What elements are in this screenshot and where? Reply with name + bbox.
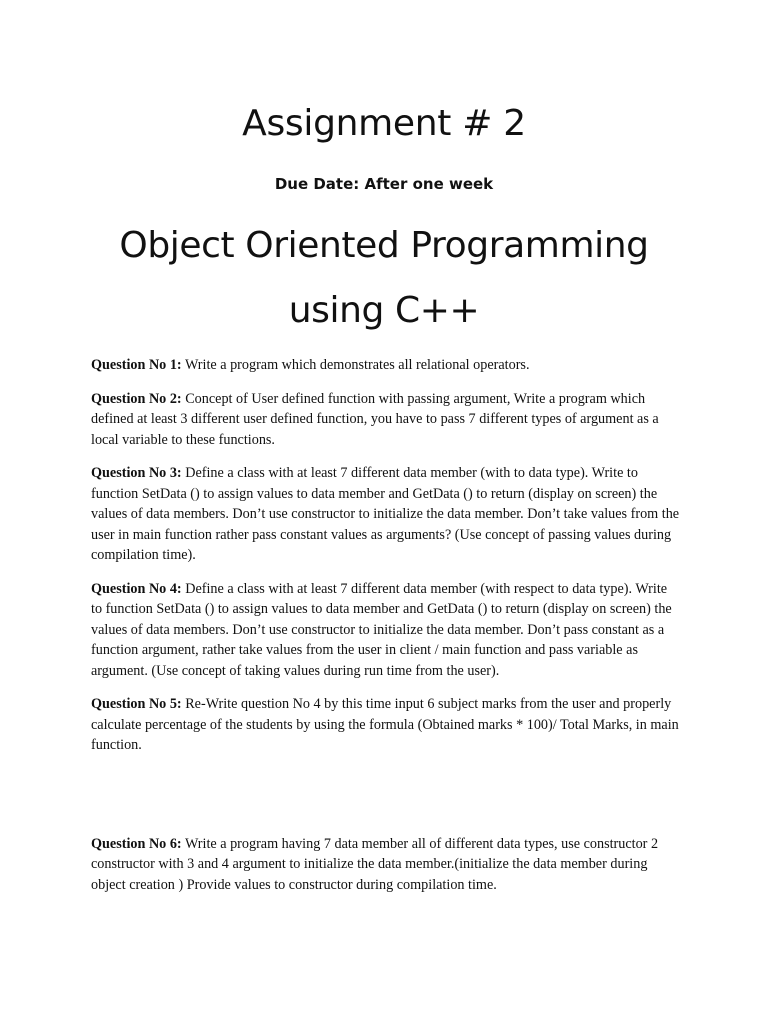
question-text: Write a program having 7 data member all of different data types, use constructor 2 constructor with 3 and 4 argument to initialize the data member.(initialize the data member during object creation ) Provide values to constructor during compilation time. bbox=[91, 835, 659, 893]
question-4 bbox=[91, 579, 681, 682]
question-label: Question No 6: bbox=[91, 835, 182, 852]
course-title-line-1: Object Oriented Programming bbox=[119, 225, 649, 266]
question-text: Re-Write question No 4 by this time input 6 subject marks from the user and properly calculate percentage of the students by using the formula (Obtained marks * 100)/ Total Marks, in main function. bbox=[91, 696, 679, 753]
due-date: Due Date: After one week bbox=[274, 175, 494, 193]
question-3 bbox=[91, 463, 681, 566]
question-5 bbox=[91, 694, 681, 756]
course-title-line-2: using C++ bbox=[288, 290, 480, 331]
question-text: Define a class with at least 7 different data member (with to data type). Write to function SetData () to assign values to data member and GetData () to return (display on screen) the values of data members. Don’t use constructor to initialize the data member. Don’t take values from the user in main function rather pass constant values as arguments? (Use concept of passing values during compilation time). bbox=[91, 465, 680, 563]
question-label: Question No 5: bbox=[91, 696, 182, 712]
assignment-title: Assignment # 2 bbox=[242, 103, 526, 144]
course-title bbox=[0, 213, 768, 343]
question-1 bbox=[91, 355, 681, 376]
question-label: Question No 3: bbox=[91, 465, 182, 481]
question-label: Question No 2: bbox=[91, 390, 182, 407]
question-2 bbox=[91, 389, 681, 451]
question-list bbox=[91, 355, 681, 908]
question-label: Question No 1: bbox=[91, 357, 182, 373]
question-6 bbox=[91, 834, 681, 896]
question-label: Question No 4: bbox=[91, 580, 182, 597]
question-text: Concept of User defined function with passing argument, Write a program which defined at least 3 different user defined function, you have to pass 7 different types of argument as a local variable to these functions. bbox=[91, 390, 659, 448]
question-text: Define a class with at least 7 different data member (with respect to data type). Write to function SetData () to assign values to data member and GetData () to return (display on screen) the values of data members. Don’t use constructor to initialize the data member. Don’t pass constant as a function argument, rather take values from the user in client / main function and pass variable as argument. (Use concept of taking values during run time from the user). bbox=[91, 580, 672, 679]
question-text: Write a program which demonstrates all relational operators. bbox=[184, 357, 530, 373]
